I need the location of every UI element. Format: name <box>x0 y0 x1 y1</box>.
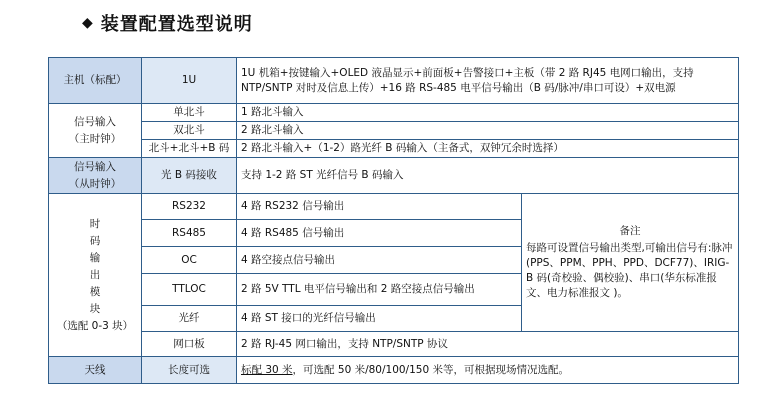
host-label: 主机（标配） <box>49 58 142 104</box>
input-main-item-desc: 1 路北斗输入 <box>237 104 739 122</box>
config-table <box>48 57 739 384</box>
title-text: 装置配置选型说明 <box>100 14 253 35</box>
table-row-input-main-1 <box>49 104 739 122</box>
antenna-item-desc <box>237 357 739 384</box>
output-label-char: （选配 0-3 块） <box>56 319 134 332</box>
input-main-item-name: 北斗+北斗+B 码 <box>142 140 237 158</box>
table-row-input-slave <box>49 158 739 194</box>
output-item-desc: 4 路 RS232 信号输出 <box>237 194 522 220</box>
input-slave-item-desc: 支持 1-2 路 ST 光纤信号 B 码输入 <box>237 158 739 194</box>
output-label-char: 码 <box>89 234 101 247</box>
output-label-char: 模 <box>89 285 101 298</box>
input-slave-label-line2: （从时钟） <box>68 177 122 190</box>
input-main-item-name: 双北斗 <box>142 122 237 140</box>
note-text: 每路可设置信号输出类型,可输出信号有:脉冲(PPS、PPM、PPH、PPD、DCF77)、IRIG-B 码(奇校验、偶校验)、串口(华东标准报文、电力标准报文 )。 <box>526 242 733 299</box>
output-item-desc: 4 路空接点信号输出 <box>237 247 522 274</box>
antenna-item-name: 长度可选 <box>142 357 237 384</box>
input-slave-label-line1: 信号输入 <box>74 160 116 173</box>
input-main-item-name: 单北斗 <box>142 104 237 122</box>
output-label <box>49 194 142 357</box>
output-label-char: 时 <box>89 217 101 230</box>
antenna-options: ，可选配 50 米/80/100/150 米等，可根据现场情况选配。 <box>292 363 569 376</box>
table-row-antenna <box>49 357 739 384</box>
input-main-item-desc: 2 路北斗输入+（1-2）路光纤 B 码输入（主备式，双钟冗余时选择） <box>237 140 739 158</box>
output-item-name: OC <box>142 247 237 274</box>
output-item-name: 光纤 <box>142 306 237 332</box>
output-label-char: 块 <box>89 302 101 315</box>
output-item-desc: 4 路 ST 接口的光纤信号输出 <box>237 306 522 332</box>
table-row-input-main-2 <box>49 122 739 140</box>
output-note <box>522 194 739 332</box>
output-label-char: 输 <box>89 251 101 264</box>
output-item-desc: 4 路 RS485 信号输出 <box>237 220 522 247</box>
diamond-bullet-icon: ◆ <box>82 15 93 31</box>
input-main-label <box>49 104 142 158</box>
output-item-name: TTLOC <box>142 274 237 306</box>
output-label-char: 出 <box>89 268 101 281</box>
table-row-output-6 <box>49 332 739 357</box>
table-row-output-1 <box>49 194 739 220</box>
output-item-name: RS485 <box>142 220 237 247</box>
input-slave-item-name: 光 B 码接收 <box>142 158 237 194</box>
input-slave-label <box>49 158 142 194</box>
output-item-name: 网口板 <box>142 332 237 357</box>
output-item-desc: 2 路 5V TTL 电平信号输出和 2 路空接点信号输出 <box>237 274 522 306</box>
output-item-desc: 2 路 RJ-45 网口输出，支持 NTP/SNTP 协议 <box>237 332 739 357</box>
host-desc: 1U 机箱+按键输入+OLED 液晶显示+前面板+告警接口+主板（带 2 路 RJ45 电网口输出，支持 NTP/SNTP 对时及信息上传）+16 路 RS-485 电平信号输出（B 码/脉冲/串口可设）+双电源 <box>237 58 739 104</box>
section-title <box>82 8 253 38</box>
table-row-host <box>49 58 739 104</box>
output-item-name: RS232 <box>142 194 237 220</box>
input-main-item-desc: 2 路北斗输入 <box>237 122 739 140</box>
note-title: 备注 <box>619 225 641 237</box>
host-code: 1U <box>142 58 237 104</box>
antenna-label: 天线 <box>49 357 142 384</box>
input-main-label-line1: 信号输入 <box>74 115 116 128</box>
antenna-standard-length: 标配 30 米 <box>241 363 293 376</box>
input-main-label-line2: （主时钟） <box>68 132 122 145</box>
table-row-input-main-3 <box>49 140 739 158</box>
